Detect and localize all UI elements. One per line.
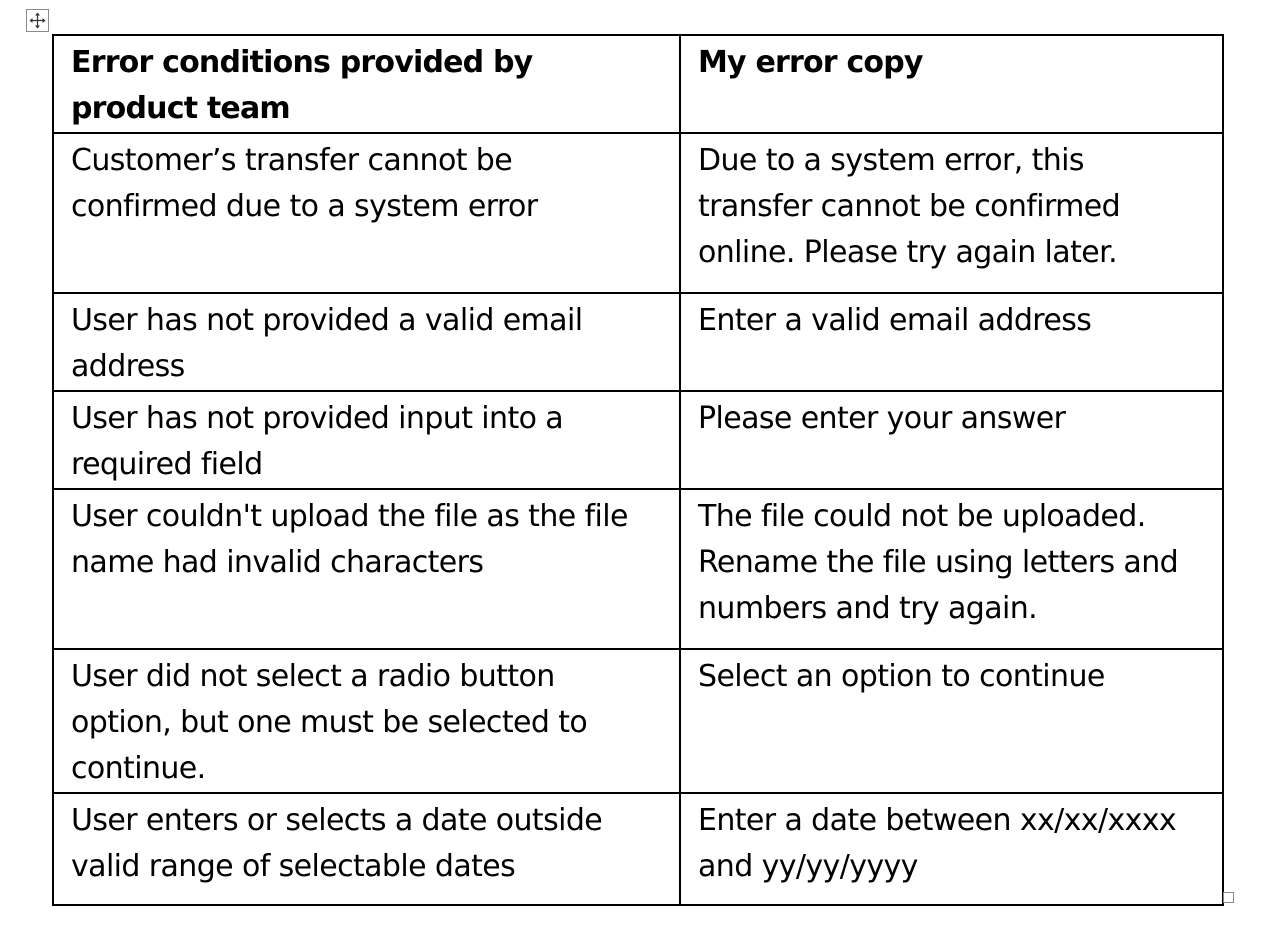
- table-row: [53, 133, 1223, 293]
- table-row: [53, 793, 1223, 905]
- copy-cell[interactable]: Enter a date between xx/xx/xxxx and yy/yy/yyyy: [680, 793, 1223, 905]
- move-arrows-icon: [29, 12, 46, 29]
- condition-cell[interactable]: User couldn't upload the file as the file name had invalid characters: [53, 489, 680, 649]
- table-move-handle[interactable]: [26, 9, 49, 32]
- copy-cell[interactable]: The file could not be uploaded. Rename the file using letters and numbers and try again.: [680, 489, 1223, 649]
- condition-cell[interactable]: Customer’s transfer cannot be confirmed due to a system error: [53, 133, 680, 293]
- table-header-row: [53, 35, 1223, 133]
- header-cell-copy[interactable]: My error copy: [680, 35, 1223, 133]
- condition-cell[interactable]: User has not provided input into a required field: [53, 391, 680, 489]
- header-cell-conditions[interactable]: Error conditions provided by product team: [53, 35, 680, 133]
- copy-cell[interactable]: Please enter your answer: [680, 391, 1223, 489]
- copy-cell[interactable]: Enter a valid email address: [680, 293, 1223, 391]
- copy-cell[interactable]: Select an option to continue: [680, 649, 1223, 793]
- copy-cell[interactable]: Due to a system error, this transfer cannot be confirmed online. Please try again later.: [680, 133, 1223, 293]
- table-row: [53, 489, 1223, 649]
- error-copy-table: [52, 34, 1224, 906]
- condition-cell[interactable]: User has not provided a valid email address: [53, 293, 680, 391]
- table-row: [53, 293, 1223, 391]
- condition-cell[interactable]: User did not select a radio button option, but one must be selected to continue.: [53, 649, 680, 793]
- table-row: [53, 649, 1223, 793]
- table-resize-handle[interactable]: [1223, 892, 1234, 903]
- table-row: [53, 391, 1223, 489]
- condition-cell[interactable]: User enters or selects a date outside valid range of selectable dates: [53, 793, 680, 905]
